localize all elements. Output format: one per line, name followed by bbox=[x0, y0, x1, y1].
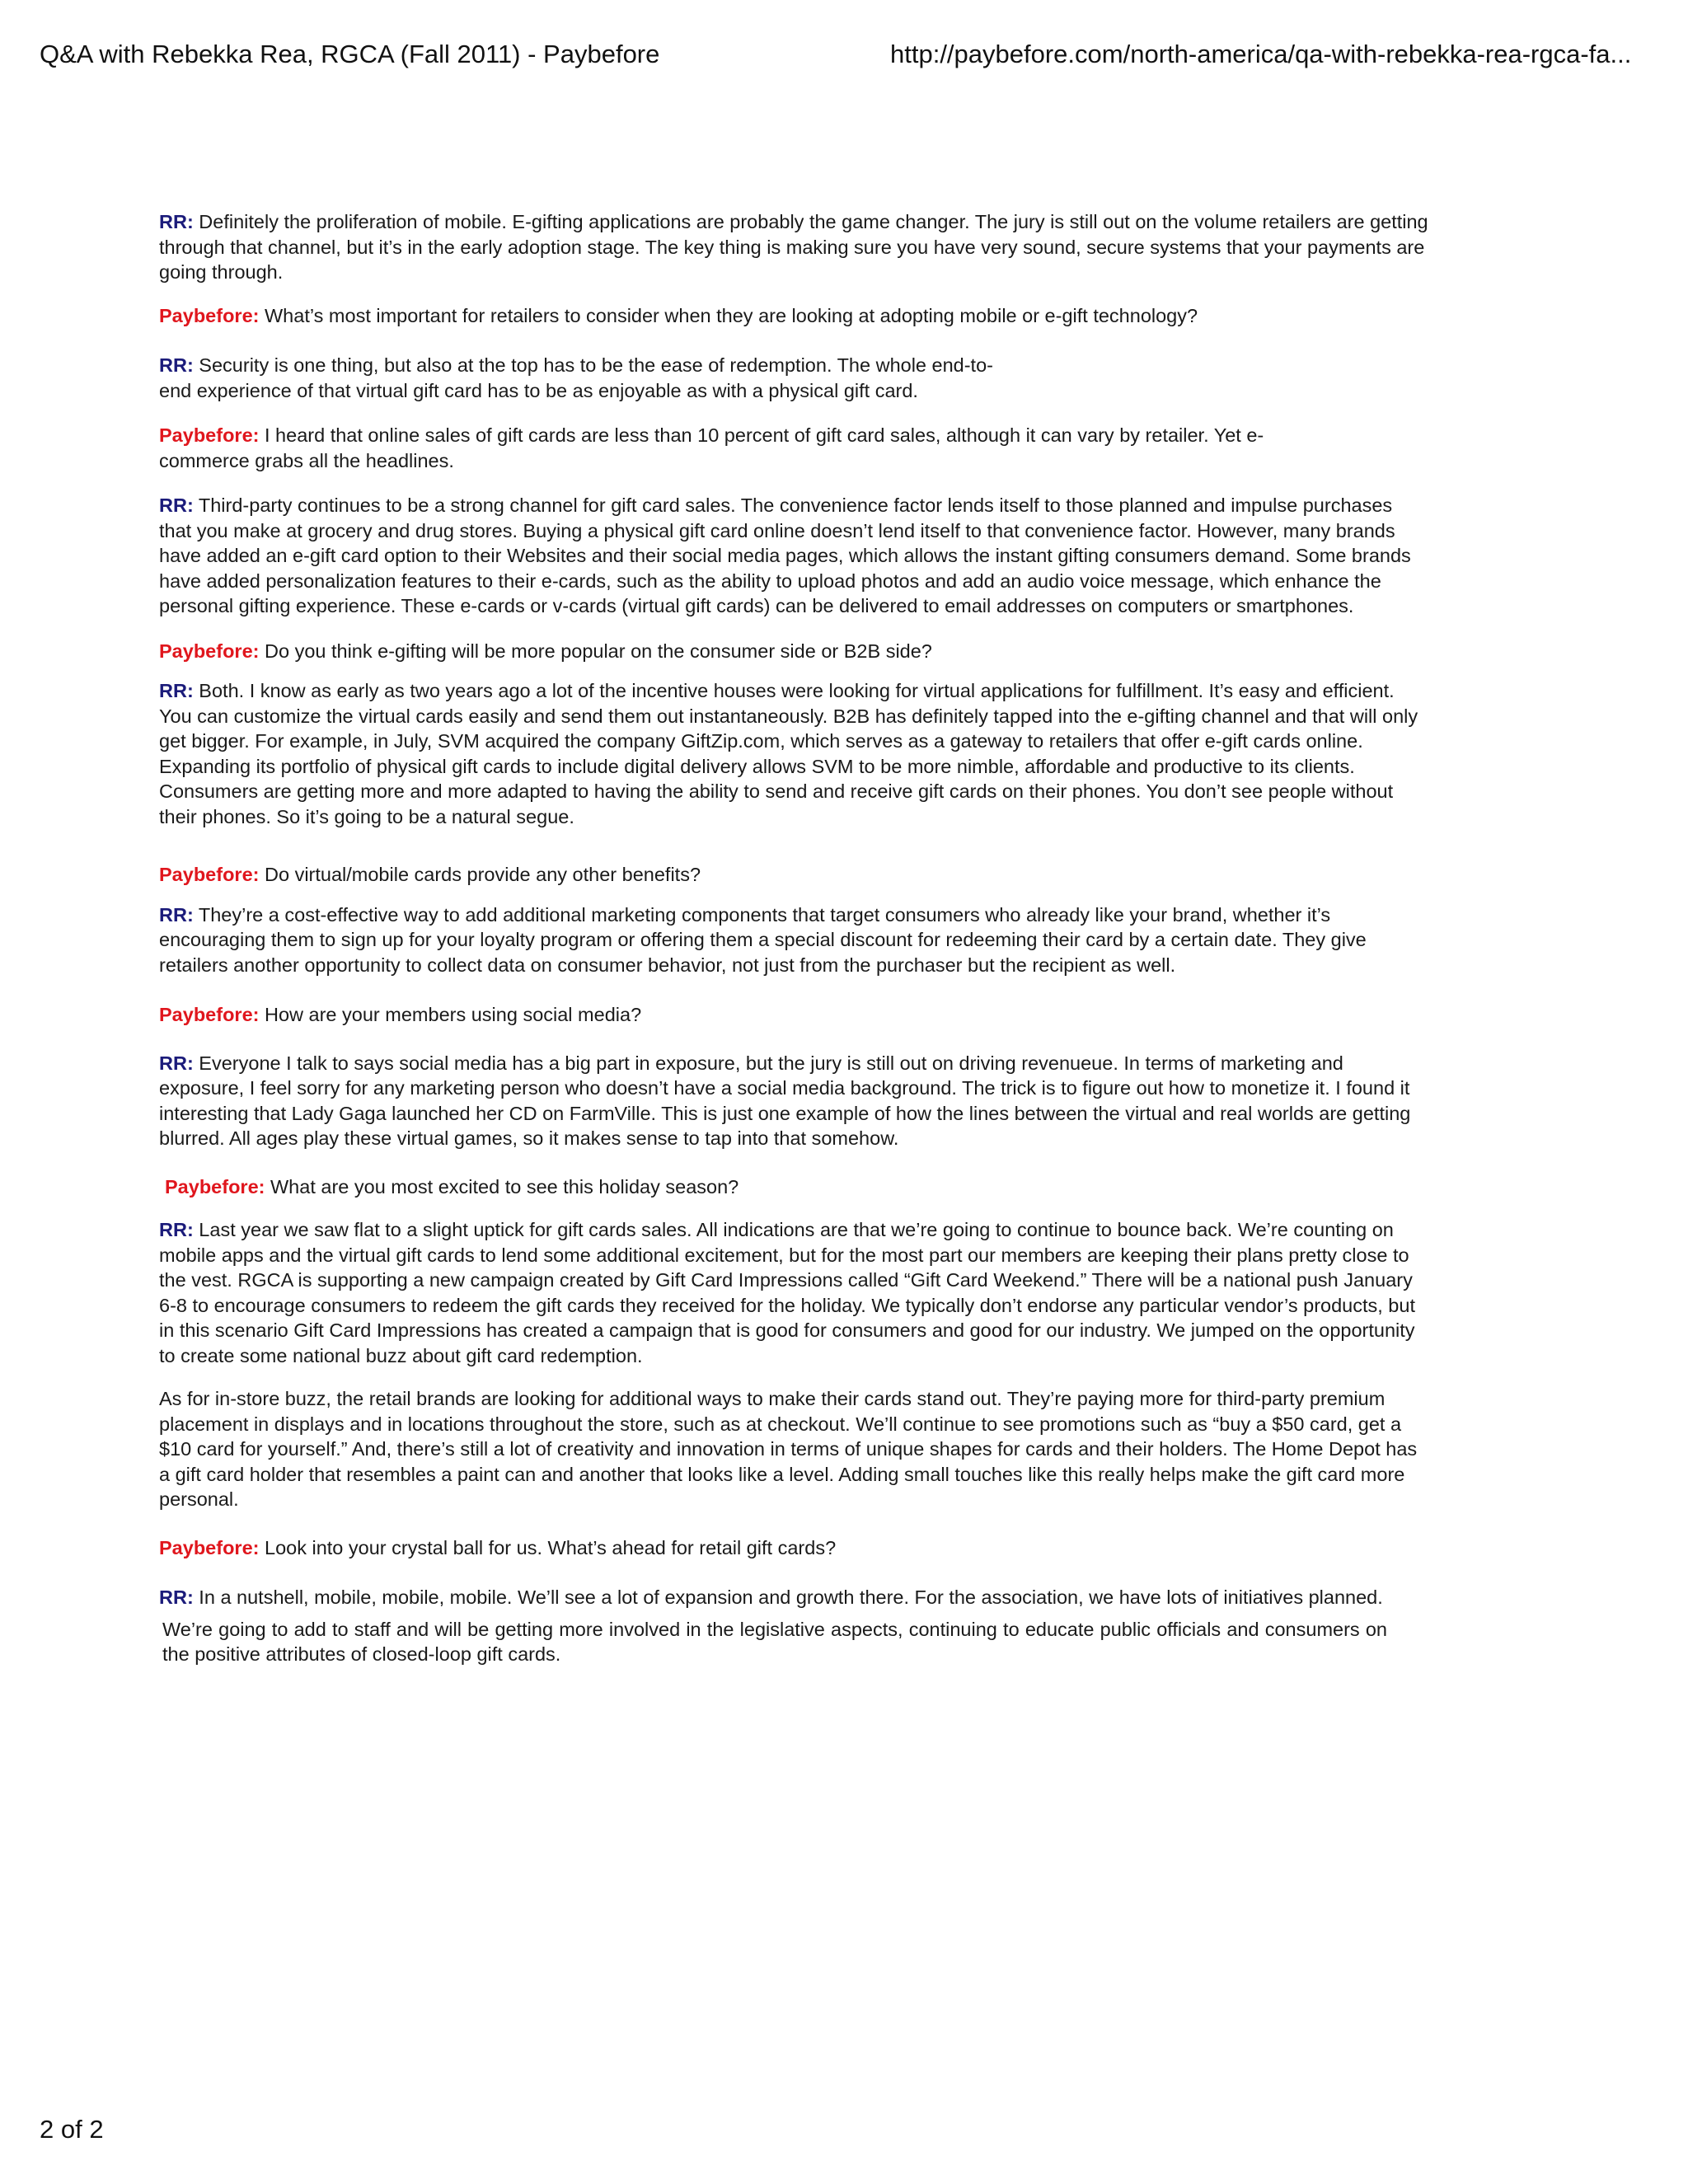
speaker-label-paybefore: Paybefore: bbox=[159, 640, 260, 662]
speaker-label-rr: RR: bbox=[159, 903, 194, 926]
speaker-label-paybefore: Paybefore: bbox=[159, 304, 260, 326]
paragraph-text: Everyone I talk to says social media has a big part in exposure, but the jury is still out on driving revenueue. In terms of marketing and exposure, I feel sorry for any marketing person who doesn’t have a social media background. The trick is to figure out how to monetize it. I found it interesting that Lady Gaga launched her CD on FarmVille. This is just one example of how the lines between the virtual and real worlds are getting blurred. All ages play these virtual games, so it makes sense to tap into that somehow. bbox=[159, 1052, 1411, 1149]
paragraph-text: I heard that online sales of gift cards are less than 10 percent of gift card sales, although it can vary by retailer. Yet e-commerce grabs all the headlines. bbox=[159, 424, 1264, 471]
qa-paragraph bbox=[159, 1386, 1428, 1512]
paragraph-text: They’re a cost-effective way to add additional marketing components that target consumers who already like your brand, whether it’s encouraging them to sign up for your loyalty program or offering them a special discount for redeeming their card by a certain date. They give retailers another opportunity to collect data on consumer behavior, not just from the purchaser but the recipient as well. bbox=[159, 903, 1367, 976]
qa-paragraph bbox=[159, 423, 1346, 473]
speaker-label-rr: RR: bbox=[159, 211, 194, 232]
qa-paragraph bbox=[159, 209, 1428, 285]
paragraph-text: Do virtual/mobile cards provide any other benefits? bbox=[259, 864, 701, 885]
speaker-label-rr: RR: bbox=[159, 354, 194, 376]
speaker-label-paybefore: Paybefore: bbox=[165, 1175, 265, 1197]
speaker-label-rr: RR: bbox=[159, 1586, 194, 1608]
speaker-label-paybefore: Paybefore: bbox=[159, 424, 260, 446]
speaker-label-rr: RR: bbox=[159, 1219, 194, 1240]
paragraph-text: As for in-store buzz, the retail brands are looking for additional ways to make their cards stand out. They’re paying more for third-party premium placement in displays and in locations throughout the store, such as at checkout. We’ll continue to see promotions such as “buy a $50 card, get a $10 card for yourself.” And, there’s still a lot of creativity and innovation in terms of unique shapes for cards and their holders. The Home Depot has a gift card holder that resembles a paint can and another that looks like a level. Adding small touches like this really helps make the gift card more personal. bbox=[159, 1388, 1418, 1510]
qa-paragraph bbox=[159, 1585, 1428, 1610]
qa-paragraph bbox=[159, 353, 1016, 403]
qa-paragraph bbox=[159, 1535, 1428, 1561]
paragraph-text: Last year we saw flat to a slight uptick for gift cards sales. All indications are that we’re going to continue to bounce back. We’re counting on mobile apps and the virtual gift cards to lend some additional excitement, but for the most part our members are keeping their plans pretty close to the vest. RGCA is supporting a new campaign created by Gift Card Impressions called “Gift Card Weekend.” There will be a national push January 6-8 to encourage consumers to redeem the gift cards they received for the holiday. We typically don’t endorse any particular vendor’s products, but in this scenario Gift Card Impressions has created a campaign that is good for consumers and good for our industry. We jumped on the opportunity to create some national buzz about gift card redemption. bbox=[159, 1219, 1415, 1366]
paragraph-text: Look into your crystal ball for us. What’s ahead for retail gift cards? bbox=[259, 1536, 837, 1558]
speaker-label-rr: RR: bbox=[159, 494, 194, 516]
article-content bbox=[159, 209, 1428, 1667]
qa-paragraph bbox=[159, 493, 1428, 619]
paragraph-text: We’re going to add to staff and will be getting more involved in the legislative aspects, continuing to educate public officials and consumers on the positive attributes of closed-loop gift cards. bbox=[162, 1618, 1387, 1665]
qa-paragraph bbox=[159, 1617, 1387, 1667]
speaker-label-paybefore: Paybefore: bbox=[159, 864, 260, 885]
qa-paragraph bbox=[159, 1051, 1428, 1151]
paragraph-text: Definitely the proliferation of mobile. E-gifting applications are probably the game changer. The jury is still out on the volume retailers are getting through that channel, but it’s in the early adoption stage. The key thing is making sure you have very sound, secure systems that your payments are going through. bbox=[159, 211, 1428, 283]
paragraph-text: How are your members using social media? bbox=[259, 1004, 642, 1025]
speaker-label-rr: RR: bbox=[159, 680, 194, 701]
page-url[interactable]: http://paybefore.com/north-america/qa-with-rebekka-rea-rgca-fa... bbox=[890, 40, 1632, 68]
paragraph-text: Security is one thing, but also at the top has to be the ease of redemption. The whole end-to-end experience of that virtual gift card has to be as enjoyable as with a physical gift card. bbox=[159, 354, 993, 401]
qa-paragraph bbox=[159, 862, 1428, 888]
speaker-label-paybefore: Paybefore: bbox=[159, 1004, 260, 1025]
qa-paragraph bbox=[159, 303, 1428, 329]
paragraph-text: Third-party continues to be a strong channel for gift card sales. The convenience factor lends itself to those planned and impulse purchases that you make at grocery and drug stores. Buying a physical gift card online doesn’t lend itself to that convenience factor. However, many brands have added an e-gift card option to their Websites and their social media pages, which allows the instant gifting consumers demand. Some brands have added personalization features to their e-cards, such as the ability to upload photos and add an audio voice message, which enhance the personal gifting experience. These e-cards or v-cards (virtual gift cards) can be delivered to email addresses on computers or smartphones. bbox=[159, 494, 1411, 616]
page-title: Q&A with Rebekka Rea, RGCA (Fall 2011) - Paybefore bbox=[40, 40, 660, 68]
qa-paragraph bbox=[159, 902, 1428, 978]
qa-paragraph bbox=[159, 678, 1428, 829]
paragraph-text: What are you most excited to see this holiday season? bbox=[265, 1175, 739, 1197]
paragraph-text: Do you think e-gifting will be more popular on the consumer side or B2B side? bbox=[259, 640, 932, 662]
qa-paragraph bbox=[159, 639, 1428, 664]
page-header bbox=[40, 40, 1648, 81]
qa-paragraph bbox=[159, 1217, 1428, 1368]
paragraph-text: What’s most important for retailers to consider when they are looking at adopting mobile or e-gift technology? bbox=[259, 304, 1198, 326]
qa-paragraph bbox=[159, 1002, 1428, 1028]
page-number: 2 of 2 bbox=[40, 2115, 104, 2144]
speaker-label-rr: RR: bbox=[159, 1052, 194, 1074]
speaker-label-paybefore: Paybefore: bbox=[159, 1536, 260, 1558]
qa-paragraph bbox=[159, 1174, 1428, 1200]
paragraph-text: Both. I know as early as two years ago a lot of the incentive houses were looking for virtual applications for fulfillment. It’s easy and efficient. You can customize the virtual cards easily and send them out instantaneously. B2B has definitely tapped into the e-gifting channel and that will only get bigger. For example, in July, SVM acquired the company GiftZip.com, which serves as a gateway to retailers that offer e-gift cards online. Expanding its portfolio of physical gift cards to include digital delivery allows SVM to be more nimble, affordable and productive to its clients. Consumers are getting more and more adapted to having the ability to send and receive gift cards on their phones. You don’t see people without their phones. So it’s going to be a natural segue. bbox=[159, 680, 1418, 827]
paragraph-text: In a nutshell, mobile, mobile, mobile. We’ll see a lot of expansion and growth there. For the association, we have lots of initiatives planned. bbox=[193, 1586, 1383, 1608]
